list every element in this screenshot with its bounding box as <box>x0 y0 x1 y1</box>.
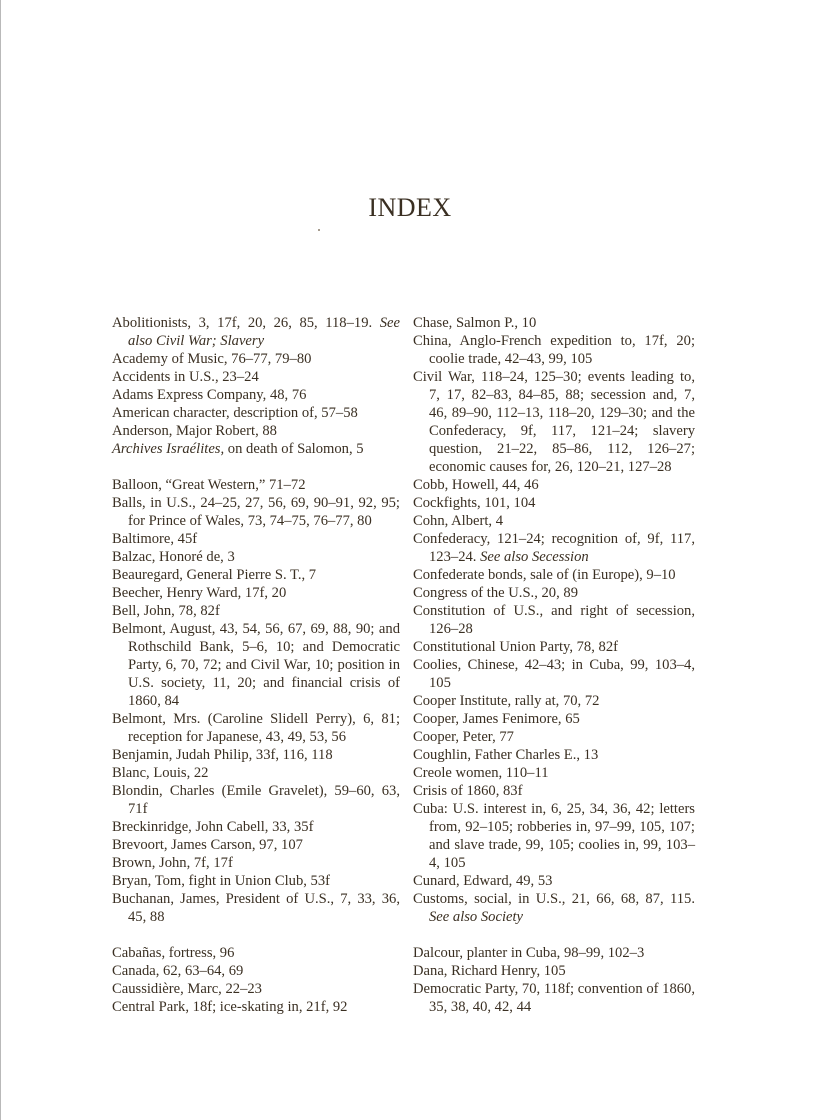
index-entry-accidents: Accidents in U.S., 23–24 <box>112 369 259 385</box>
index-entry-customs: Customs, social, in U.S., 21, 66, 68, 87, 115. See also Society <box>413 891 695 925</box>
index-entry-cooper-institute: Cooper Institute, rally at, 70, 72 <box>413 693 600 709</box>
index-entry-belmont-august: Belmont, August, 43, 54, 56, 67, 69, 88, 90; and Rothschild Bank, 5–6, 10; and Democratic Party, 6, 70, 72; and Civil War, 10; position in U.S. society, 11, 20; and financial crisis of 1860, 84 <box>112 621 400 709</box>
index-entry-democratic-party: Democratic Party, 70, 118f; convention of 1860, 35, 38, 40, 42, 44 <box>413 981 695 1015</box>
index-entry-balloon: Balloon, “Great Western,” 71–72 <box>112 477 306 493</box>
index-entry-brevoort: Brevoort, James Carson, 97, 107 <box>112 837 303 853</box>
index-entry-beauregard: Beauregard, General Pierre S. T., 7 <box>112 567 317 583</box>
index-entry-crisis-1860: Crisis of 1860, 83f <box>413 783 523 799</box>
see-also-ref: See also Secession <box>480 549 589 565</box>
index-entry-coolies: Coolies, Chinese, 42–43; in Cuba, 99, 103–4, 105 <box>413 657 695 691</box>
index-entry-cooper-peter: Cooper, Peter, 77 <box>413 729 514 745</box>
index-entry-constitutional-union: Constitutional Union Party, 78, 82f <box>413 639 618 655</box>
index-entry-blanc: Blanc, Louis, 22 <box>112 765 209 781</box>
index-entry-american-character: American character, description of, 57–58 <box>112 405 358 421</box>
section-gap <box>112 458 400 476</box>
index-entry-cockfights: Cockfights, 101, 104 <box>413 495 536 511</box>
index-entry-cooper-james: Cooper, James Fenimore, 65 <box>413 711 580 727</box>
index-entry-archives-israelites: Archives Israélites, on death of Salomon, 5 <box>112 441 364 457</box>
index-entry-cuba: Cuba: U.S. interest in, 6, 25, 34, 36, 42; letters from, 92–105; robberies in, 97–99, 105, 107; and slave trade, 99, 105; coolies in, 99, 103–4, 105 <box>413 801 695 871</box>
see-also-ref: See also Society <box>429 909 524 925</box>
index-entry-caussidiere: Caussidière, Marc, 22–23 <box>112 981 262 997</box>
index-entry-china: China, Anglo-French expedition to, 17f, 20; coolie trade, 42–43, 99, 105 <box>413 333 695 367</box>
index-entry-cabanas: Cabañas, fortress, 96 <box>112 945 235 961</box>
index-entry-baltimore: Baltimore, 45f <box>112 531 198 547</box>
index-column-left <box>112 314 400 1016</box>
index-column-right <box>413 314 695 1016</box>
index-entry-constitution: Constitution of U.S., and right of secession, 126–28 <box>413 603 695 637</box>
index-entry-coughlin: Coughlin, Father Charles E., 13 <box>413 747 599 763</box>
index-entry-anderson: Anderson, Major Robert, 88 <box>112 423 277 439</box>
index-entry-creole-women: Creole women, 110–11 <box>413 765 549 781</box>
index-entry-academy-of-music: Academy of Music, 76–77, 79–80 <box>112 351 312 367</box>
index-entry-balls: Balls, in U.S., 24–25, 27, 56, 69, 90–91, 92, 95; for Prince of Wales, 73, 74–75, 76–77, 80 <box>112 495 400 529</box>
index-entry-beecher: Beecher, Henry Ward, 17f, 20 <box>112 585 287 601</box>
section-gap <box>413 926 695 944</box>
index-entry-dalcour: Dalcour, planter in Cuba, 98–99, 102–3 <box>413 945 645 961</box>
index-entry-abolitionists: Abolitionists, 3, 17f, 20, 26, 85, 118–19. See also Civil War; Slavery <box>112 315 400 349</box>
section-gap <box>112 926 400 944</box>
index-entry-buchanan: Buchanan, James, President of U.S., 7, 33, 36, 45, 88 <box>112 891 400 925</box>
index-entry-belmont-mrs: Belmont, Mrs. (Caroline Slidell Perry), 6, 81; reception for Japanese, 43, 49, 53, 56 <box>112 711 400 745</box>
index-entry-bell: Bell, John, 78, 82f <box>112 603 220 619</box>
page-edge-rule <box>0 0 1 1120</box>
index-entry-cunard: Cunard, Edward, 49, 53 <box>413 873 553 889</box>
index-entry-cohn: Cohn, Albert, 4 <box>413 513 503 529</box>
index-entry-civil-war: Civil War, 118–24, 125–30; events leading to, 7, 17, 82–83, 84–85, 88; secession and, 7, 46, 89–90, 112–13, 118–20, 129–30; and the Confederacy, 9f, 117, 121–24; slavery question, 21–22, 85–86, 112, 126–27; economic causes for, 26, 120–21, 127–28 <box>413 369 695 475</box>
page-title: INDEX <box>368 193 452 222</box>
index-entry-adams-express: Adams Express Company, 48, 76 <box>112 387 307 403</box>
index-entry-bryan: Bryan, Tom, fight in Union Club, 53f <box>112 873 331 889</box>
index-entry-confederacy: Confederacy, 121–24; recognition of, 9f, 117, 123–24. See also Secession <box>413 531 695 565</box>
publication-title: Archives Israélites, <box>112 441 225 457</box>
index-entry-balzac: Balzac, Honoré de, 3 <box>112 549 235 565</box>
index-entry-brown: Brown, John, 7f, 17f <box>112 855 233 871</box>
index-entry-cobb: Cobb, Howell, 44, 46 <box>413 477 539 493</box>
print-speck <box>318 229 320 231</box>
see-also-ref: See also Civil War; Slavery <box>128 315 400 349</box>
index-entry-breckinridge: Breckinridge, John Cabell, 33, 35f <box>112 819 314 835</box>
index-entry-blondin: Blondin, Charles (Emile Gravelet), 59–60, 63, 71f <box>112 783 400 817</box>
index-entry-dana: Dana, Richard Henry, 105 <box>413 963 566 979</box>
index-entry-congress: Congress of the U.S., 20, 89 <box>413 585 578 601</box>
index-entry-benjamin: Benjamin, Judah Philip, 33f, 116, 118 <box>112 747 333 763</box>
index-entry-central-park: Central Park, 18f; ice-skating in, 21f, 92 <box>112 999 348 1015</box>
index-entry-canada: Canada, 62, 63–64, 69 <box>112 963 244 979</box>
index-entry-chase: Chase, Salmon P., 10 <box>413 315 537 331</box>
index-entry-confederate-bonds: Confederate bonds, sale of (in Europe), 9–10 <box>413 567 676 583</box>
